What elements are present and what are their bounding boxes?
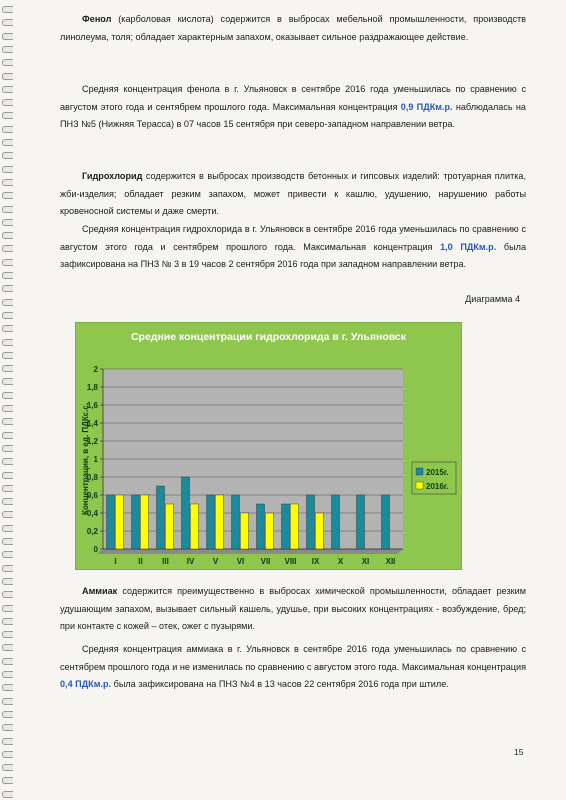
- x-tick-label: I: [114, 557, 117, 566]
- binding-ring: [2, 485, 13, 492]
- phenol-description: (карболовая кислота) содержится в выбросах мебельной промышленности, производств линолеума, толя; обладает характерным запахом, оказывает сильное раздражающее действие.: [60, 14, 526, 42]
- hcl-description: содержится в выбросах производств бетонных и гипсовых изделий: тротуарная плитка, жби-изделия; обладает резким запахом, может привести к кашлю, удушению, нарушению работы кровеносной системы и даже смерти.: [60, 171, 526, 216]
- phenol-concentration-paragraph: [60, 81, 526, 134]
- bar-series1: [332, 495, 340, 549]
- ammonia-paragraph: [60, 583, 526, 636]
- x-tick-label: X: [337, 557, 344, 566]
- y-tick-label: 0,4: [86, 509, 98, 518]
- binding-ring: [2, 644, 13, 651]
- binding-ring: [2, 405, 13, 412]
- binding-ring: [2, 365, 13, 372]
- ammonia-max-value: 0,4 ПДКм.р.: [60, 679, 112, 689]
- binding-ring: [2, 86, 13, 93]
- binding-ring: [2, 126, 13, 133]
- bar-series1: [282, 504, 290, 549]
- bar-series1: [207, 495, 215, 549]
- binding-ring: [2, 112, 13, 119]
- ammonia-term: Аммиак: [82, 586, 118, 596]
- binding-ring: [2, 472, 13, 479]
- x-tick-label: VIII: [284, 557, 297, 566]
- binding-ring: [2, 418, 13, 425]
- binding-ring: [2, 578, 13, 585]
- bar-series1: [257, 504, 265, 549]
- x-tick-label: VI: [236, 557, 245, 566]
- phenol-text-a: Средняя концентрация фенола в г. Ульяновск в сентябре 2016 года уменьшилась по сравнению с августом этого года и сентябрем прошлого года. Максимальная концентрация: [60, 84, 526, 112]
- binding-ring: [2, 618, 13, 625]
- binding-ring: [2, 684, 13, 691]
- x-tick-label: III: [162, 557, 169, 566]
- bar-series2: [316, 513, 324, 549]
- binding-ring: [2, 166, 13, 173]
- binding-ring: [2, 73, 13, 80]
- y-tick-label: 1,4: [86, 419, 98, 428]
- hcl-text-b: была зафиксирована на ПНЗ № 3 в 19 часов 2 сентября 2016 года при западном направлении ветра.: [60, 241, 526, 269]
- binding-ring: [2, 764, 13, 771]
- bar-series1: [157, 486, 165, 549]
- hcl-text-a: Средняя концентрация гидрохлорида в г. Ульяновск в сентябре 2016 года уменьшилась по сравнению с августом этого года и сентябрем прошлого года. Максимальная концентрация: [60, 224, 526, 252]
- x-tick-label: II: [138, 557, 143, 566]
- x-tick-label: IX: [311, 557, 320, 566]
- binding-ring: [2, 179, 13, 186]
- phenol-paragraph: [60, 11, 526, 46]
- y-tick-label: 1,8: [86, 383, 98, 392]
- bar-series2: [116, 495, 124, 549]
- binding-ring: [2, 325, 13, 332]
- binding-ring: [2, 192, 13, 199]
- y-tick-label: 0,2: [86, 527, 98, 536]
- binding-ring: [2, 259, 13, 266]
- binding-ring: [2, 671, 13, 678]
- binding-ring: [2, 777, 13, 784]
- binding-ring: [2, 525, 13, 532]
- plot-floor: [97, 549, 403, 554]
- legend-label: 2015г.: [426, 468, 449, 477]
- ammonia-concentration-paragraph: [60, 641, 526, 694]
- y-tick-label: 0: [93, 545, 98, 554]
- binding-ring: [2, 378, 13, 385]
- bar-series1: [382, 495, 390, 549]
- hcl-term: Гидрохлорид: [82, 171, 143, 181]
- bar-series1: [107, 495, 115, 549]
- binding-ring: [2, 272, 13, 279]
- bar-series2: [291, 504, 299, 549]
- binding-ring: [2, 698, 13, 705]
- phenol-term: Фенол: [82, 14, 112, 24]
- binding-ring: [2, 339, 13, 346]
- bar-series2: [266, 513, 274, 549]
- binding-ring: [2, 724, 13, 731]
- x-tick-label: VII: [260, 557, 271, 566]
- binding-ring: [2, 352, 13, 359]
- binding-ring: [2, 445, 13, 452]
- binding-ring: [2, 206, 13, 213]
- binding-ring: [2, 99, 13, 106]
- binding-ring: [2, 551, 13, 558]
- chart-svg: [75, 322, 462, 570]
- binding-ring: [2, 658, 13, 665]
- binding-ring: [2, 605, 13, 612]
- binding-ring: [2, 46, 13, 53]
- binding-ring: [2, 139, 13, 146]
- binding-ring: [2, 711, 13, 718]
- y-tick-label: 2: [93, 365, 98, 374]
- phenol-max-value: 0,9 ПДКм.р.: [400, 101, 453, 112]
- binding-ring: [2, 59, 13, 66]
- hcl-paragraph: [60, 168, 526, 221]
- binding-ring: [2, 33, 13, 40]
- legend-swatch: [416, 482, 423, 489]
- bar-series1: [182, 477, 190, 549]
- bar-series2: [141, 495, 149, 549]
- bar-series2: [166, 504, 174, 549]
- bar-series1: [357, 495, 365, 549]
- bar-series1: [307, 495, 315, 549]
- binding-ring: [2, 152, 13, 159]
- bar-series1: [132, 495, 140, 549]
- binding-ring: [2, 299, 13, 306]
- binding-ring: [2, 432, 13, 439]
- binding-ring: [2, 591, 13, 598]
- binding-ring: [2, 392, 13, 399]
- hcl-concentration-chart: [75, 322, 462, 570]
- binding-ring: [2, 498, 13, 505]
- ammonia-text-a: Средняя концентрация аммиака в г. Ульяновск в сентябре 2016 года уменьшилась по сравнению с сентябрем прошлого года и не изменилась по сравнению с августом этого года. Максимальная концентрация: [60, 644, 526, 672]
- binding-ring: [2, 565, 13, 572]
- y-tick-label: 1,2: [86, 437, 98, 446]
- legend-swatch: [416, 468, 423, 475]
- phenol-text-b: наблюдалась на ПНЗ №5 (Нижняя Терасса) в 07 часов 15 сентября при северо-западном направлении ветра.: [60, 101, 526, 129]
- bar-series2: [191, 504, 199, 549]
- binding-ring: [2, 285, 13, 292]
- x-tick-label: V: [212, 557, 219, 566]
- ammonia-description: содержится преимущественно в выбросах химической промышленности, обладает резким удушающим запахом, вызывает сильный кашель, удушье, при высоких концентрациях - возбуждение, бред; при контакте с кожей – отек, ожег с пузырями.: [60, 586, 526, 631]
- y-tick-label: 1,6: [86, 401, 98, 410]
- binding-ring: [2, 458, 13, 465]
- binding-ring: [2, 6, 13, 13]
- bar-series1: [232, 495, 240, 549]
- y-tick-label: 1: [93, 455, 98, 464]
- binding-ring: [2, 511, 13, 518]
- ammonia-text-b: была зафиксирована на ПНЗ №4 в 13 часов 22 сентября 2016 года при штиле.: [111, 679, 449, 689]
- binding-ring: [2, 312, 13, 319]
- bar-series2: [241, 513, 249, 549]
- chart-title: Средние концентрации гидрохлорида в г. Ульяновск: [130, 331, 407, 343]
- diagram-label: Диаграмма 4: [465, 294, 520, 304]
- binding-ring: [2, 791, 13, 798]
- binding-ring: [2, 232, 13, 239]
- legend-label: 2016г.: [426, 482, 449, 491]
- binding-ring: [2, 219, 13, 226]
- binding-ring: [2, 538, 13, 545]
- binding-ring: [2, 738, 13, 745]
- binding-ring: [2, 631, 13, 638]
- spiral-binding: [0, 0, 16, 800]
- binding-ring: [2, 19, 13, 26]
- x-tick-label: XII: [385, 557, 396, 566]
- hcl-max-value: 1,0 ПДКм.р.: [440, 241, 497, 252]
- page-number: 15: [514, 747, 524, 757]
- y-tick-label: 0,8: [86, 473, 98, 482]
- binding-ring: [2, 245, 13, 252]
- hcl-concentration-paragraph: [60, 221, 526, 274]
- x-tick-label: XI: [361, 557, 370, 566]
- y-axis-label: Концентрации, в ед. ПДКс.с.: [81, 403, 90, 515]
- binding-ring: [2, 751, 13, 758]
- y-tick-label: 0,6: [86, 491, 98, 500]
- x-tick-label: IV: [186, 557, 195, 566]
- bar-series2: [216, 495, 224, 549]
